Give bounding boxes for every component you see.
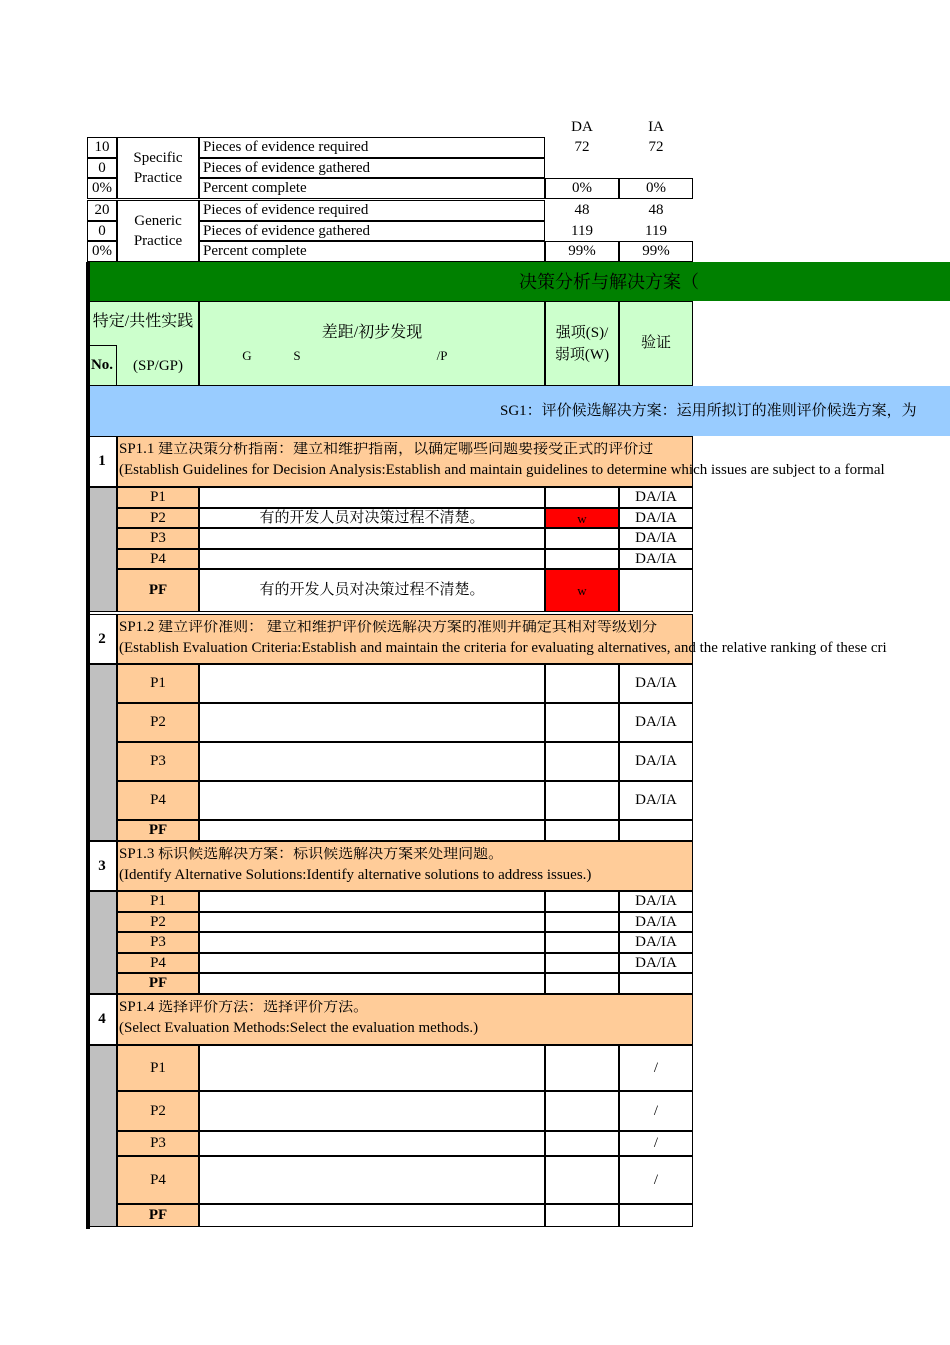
verification xyxy=(619,973,693,994)
col-ia-header: IA xyxy=(648,118,664,135)
practice-item-label: P1 xyxy=(117,1045,199,1091)
practice-title-en: (Identify Alternative Solutions:Identify alternative solutions to address issues.) xyxy=(119,868,592,883)
strength-weakness xyxy=(545,742,619,781)
gap-finding xyxy=(199,973,545,994)
verification: DA/IA xyxy=(619,487,693,508)
page-title: 决策分析与解决方案（ xyxy=(519,271,699,292)
practice-item-label: P4 xyxy=(117,1156,199,1204)
verification: DA/IA xyxy=(619,508,693,528)
summary-da xyxy=(545,158,619,178)
specific-practice-label: Specific Practice xyxy=(117,137,199,199)
gap-finding xyxy=(199,742,545,781)
summary-ia: 99% xyxy=(619,241,693,262)
summary-ia: 119 xyxy=(645,222,667,239)
verification: DA/IA xyxy=(619,953,693,973)
strength-weakness xyxy=(545,487,619,508)
summary-da: 48 xyxy=(574,202,590,218)
practice-item-label: P2 xyxy=(117,1091,199,1131)
verification: DA/IA xyxy=(619,664,693,703)
practice-item-label: P3 xyxy=(117,1131,199,1156)
summary-num: 0 xyxy=(87,221,117,241)
strength-weakness: w xyxy=(545,569,619,612)
gap-finding xyxy=(199,703,545,742)
strength-weakness xyxy=(545,1045,619,1091)
strength-weakness xyxy=(545,891,619,912)
summary-ia: 48 xyxy=(648,202,664,218)
strength-weakness xyxy=(545,953,619,973)
strength-weakness xyxy=(545,528,619,549)
summary-num: 10 xyxy=(87,137,117,158)
gap-finding xyxy=(199,528,545,549)
gap-finding xyxy=(199,891,545,912)
verification xyxy=(619,820,693,841)
practice-item-label: PF xyxy=(117,1204,199,1227)
strength-weakness xyxy=(545,820,619,841)
summary-da: 72 xyxy=(574,139,590,155)
verification: DA/IA xyxy=(619,781,693,820)
summary-desc: Percent complete xyxy=(199,241,545,262)
header-gap-s: S xyxy=(293,347,301,363)
strength-weakness xyxy=(545,1156,619,1204)
practice-side-bar xyxy=(87,487,117,612)
summary-desc: Pieces of evidence required xyxy=(199,137,545,158)
header-gap-title: 差距/初步发现 xyxy=(321,324,423,341)
gap-finding xyxy=(199,1131,545,1156)
verification: DA/IA xyxy=(619,912,693,932)
verification: DA/IA xyxy=(619,891,693,912)
practice-item-label: P3 xyxy=(117,932,199,953)
strength-weakness: w xyxy=(545,508,619,528)
gap-finding xyxy=(199,1045,545,1091)
header-gap-g: G xyxy=(242,347,252,363)
col-da-header: DA xyxy=(571,118,593,135)
summary-num: 20 xyxy=(87,200,117,221)
summary-da: 99% xyxy=(545,241,619,262)
strength-weakness xyxy=(545,664,619,703)
strength-weakness xyxy=(545,1204,619,1227)
table-left-border xyxy=(86,262,90,1229)
header-practice-top: 特定/共性实践 xyxy=(92,313,194,330)
strength-weakness xyxy=(545,1131,619,1156)
goal-sg1: SG1：评价候选解决方案：运用所拟订的准则评价候选方案，为 xyxy=(500,402,917,419)
summary-ia xyxy=(619,158,693,178)
gap-finding xyxy=(199,1204,545,1227)
summary-ia: 0% xyxy=(619,178,693,199)
header-spgp: (SP/GP) xyxy=(132,357,184,374)
practice-number: 2 xyxy=(87,614,117,664)
practice-title-cn: SP1.3 标识候选解决方案：标识候选解决方案来处理问题。 xyxy=(119,847,504,862)
practice-item-label: P3 xyxy=(117,742,199,781)
summary-num: 0% xyxy=(87,178,117,199)
practice-title-en: (Select Evaluation Methods:Select the evaluation methods.) xyxy=(119,1021,479,1036)
practice-item-label: P4 xyxy=(117,781,199,820)
strength-weakness xyxy=(545,1091,619,1131)
practice-side-bar xyxy=(87,664,117,841)
practice-item-label: P3 xyxy=(117,528,199,549)
summary-desc: Pieces of evidence required xyxy=(199,200,545,221)
gap-finding xyxy=(199,549,545,569)
verification: DA/IA xyxy=(619,742,693,781)
gap-finding: 有的开发人员对决策过程不清楚。 xyxy=(199,569,545,612)
practice-number: 4 xyxy=(87,994,117,1045)
gap-finding xyxy=(199,953,545,973)
gap-finding xyxy=(199,781,545,820)
practice-item-label: P1 xyxy=(117,891,199,912)
practice-item-label: PF xyxy=(117,569,199,612)
practice-side-bar xyxy=(87,1045,117,1227)
gap-finding xyxy=(199,820,545,841)
practice-item-label: P4 xyxy=(117,549,199,569)
practice-title-en: (Establish Guidelines for Decision Analysis:Establish and maintain guidelines to determine which issues are subject to a formal xyxy=(119,463,885,478)
verification: DA/IA xyxy=(619,703,693,742)
practice-title-cn: SP1.1 建立决策分析指南：建立和维护指南，以确定哪些问题要接受正式的评价过 xyxy=(119,442,654,457)
practice-item-label: P2 xyxy=(117,703,199,742)
verification: / xyxy=(619,1156,693,1204)
gap-finding xyxy=(199,487,545,508)
practice-item-label: PF xyxy=(117,973,199,994)
verification: DA/IA xyxy=(619,932,693,953)
verification: / xyxy=(619,1045,693,1091)
summary-da: 0% xyxy=(545,178,619,199)
verification: DA/IA xyxy=(619,549,693,569)
practice-side-bar xyxy=(87,891,117,994)
summary-desc: Pieces of evidence gathered xyxy=(199,221,545,241)
verification xyxy=(619,1204,693,1227)
summary-da: 119 xyxy=(571,222,593,239)
header-gap-cell xyxy=(199,301,545,386)
strength-weakness xyxy=(545,912,619,932)
header-strength-2: 弱项(W) xyxy=(554,346,610,363)
gap-finding xyxy=(199,664,545,703)
summary-desc: Pieces of evidence gathered xyxy=(199,158,545,178)
header-strength-cell xyxy=(545,301,619,386)
generic-practice-label: Generic Practice xyxy=(117,200,199,262)
practice-item-label: P1 xyxy=(117,487,199,508)
practice-item-label: P2 xyxy=(117,912,199,932)
practice-item-label: P1 xyxy=(117,664,199,703)
summary-num: 0 xyxy=(87,158,117,178)
practice-title-cn: SP1.4 选择评价方法：选择评价方法。 xyxy=(119,1000,369,1015)
gap-finding xyxy=(199,1091,545,1131)
summary-ia: 72 xyxy=(648,139,664,155)
verification: / xyxy=(619,1091,693,1131)
practice-title-cn: SP1.2 建立评价准则： 建立和维护评价候选解决方案的准则并确定其相对等级划分 xyxy=(119,620,657,635)
strength-weakness xyxy=(545,781,619,820)
header-gap-p: /P xyxy=(436,347,448,363)
verification: DA/IA xyxy=(619,528,693,549)
practice-title-en: (Establish Evaluation Criteria:Establish and maintain the criteria for evaluating alternatives, and the relative ranking of these cri xyxy=(119,641,887,656)
verification: / xyxy=(619,1131,693,1156)
practice-number: 3 xyxy=(87,841,117,891)
header-strength-1: 强项(S)/ xyxy=(555,324,609,341)
summary-num: 0% xyxy=(87,241,117,262)
strength-weakness xyxy=(545,703,619,742)
practice-item-label: P2 xyxy=(117,508,199,528)
summary-desc: Percent complete xyxy=(199,178,545,199)
strength-weakness xyxy=(545,973,619,994)
gap-finding: 有的开发人员对决策过程不清楚。 xyxy=(199,508,545,528)
practice-number: 1 xyxy=(87,436,117,487)
gap-finding xyxy=(199,912,545,932)
gap-finding xyxy=(199,1156,545,1204)
verification xyxy=(619,569,693,612)
header-verify: 验证 xyxy=(619,301,693,386)
practice-item-label: P4 xyxy=(117,953,199,973)
strength-weakness xyxy=(545,549,619,569)
practice-item-label: PF xyxy=(117,820,199,841)
strength-weakness xyxy=(545,932,619,953)
gap-finding xyxy=(199,932,545,953)
header-no: No. xyxy=(87,345,117,386)
